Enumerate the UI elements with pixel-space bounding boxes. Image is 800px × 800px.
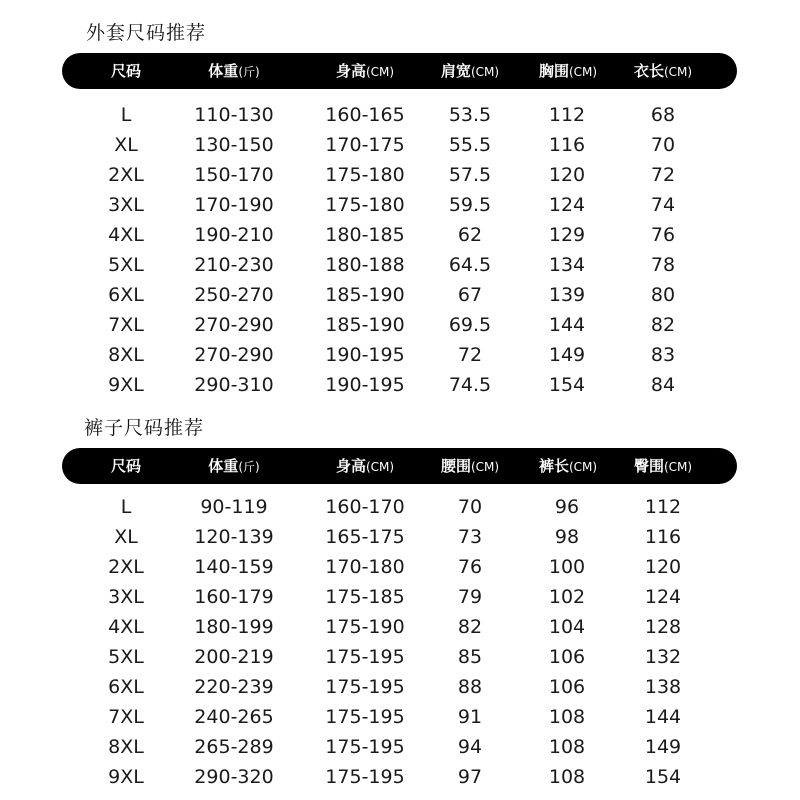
- column-header-label: 腰围: [440, 457, 471, 475]
- table-row: [0, 552, 800, 582]
- column-header: [208, 448, 259, 484]
- column-header-label: 尺码: [110, 62, 142, 80]
- value-cell: 144: [548, 314, 586, 336]
- table-row: [0, 130, 800, 160]
- table-row: [0, 492, 800, 522]
- pants-size-title: 裤子尺码推荐: [84, 417, 205, 439]
- column-header-unit: (CM): [568, 460, 598, 474]
- jacket-size-title: 外套尺码推荐: [86, 22, 207, 44]
- table-row: [0, 310, 800, 340]
- value-cell: 220-239: [194, 676, 274, 698]
- value-cell: 175-195: [325, 766, 405, 788]
- value-cell: 102: [548, 586, 586, 608]
- column-header-unit: (CM): [568, 65, 598, 79]
- value-cell: 74.5: [448, 374, 492, 396]
- value-cell: 98: [554, 526, 580, 548]
- value-cell: 185-190: [325, 284, 405, 306]
- value-cell: 62: [457, 224, 483, 246]
- value-cell: 72: [650, 164, 676, 186]
- value-cell: 140-159: [194, 556, 274, 578]
- value-cell: 110-130: [194, 104, 274, 126]
- size-cell: 4XL: [108, 224, 144, 246]
- value-cell: 165-175: [325, 526, 405, 548]
- value-cell: 85: [457, 646, 483, 668]
- value-cell: 69.5: [448, 314, 492, 336]
- value-cell: 175-195: [325, 646, 405, 668]
- value-cell: 80: [650, 284, 676, 306]
- column-header: [441, 53, 499, 89]
- value-cell: 68: [650, 104, 676, 126]
- column-header-unit: (CM): [365, 65, 395, 79]
- column-header: [634, 448, 692, 484]
- value-cell: 175-180: [325, 194, 405, 216]
- value-cell: 270-290: [194, 314, 274, 336]
- column-header-label: 肩宽: [440, 62, 471, 80]
- value-cell: 120-139: [194, 526, 274, 548]
- value-cell: 129: [548, 224, 586, 246]
- column-header-unit: (CM): [365, 460, 395, 474]
- table-row: [0, 100, 800, 130]
- value-cell: 250-270: [194, 284, 274, 306]
- table-row: [0, 612, 800, 642]
- value-cell: 100: [548, 556, 586, 578]
- table-row: [0, 732, 800, 762]
- column-header: [208, 53, 259, 89]
- value-cell: 79: [457, 586, 483, 608]
- column-header: [111, 448, 141, 484]
- value-cell: 55.5: [448, 134, 492, 156]
- size-cell: 7XL: [108, 314, 144, 336]
- value-cell: 175-190: [325, 616, 405, 638]
- value-cell: 149: [548, 344, 586, 366]
- value-cell: 104: [548, 616, 586, 638]
- value-cell: 59.5: [448, 194, 492, 216]
- column-header-label: 身高: [335, 62, 366, 80]
- table-row: [0, 642, 800, 672]
- value-cell: 240-265: [194, 706, 274, 728]
- value-cell: 180-188: [325, 254, 405, 276]
- value-cell: 139: [548, 284, 586, 306]
- table-row: [0, 522, 800, 552]
- size-cell: 5XL: [108, 254, 144, 276]
- column-header: [539, 448, 597, 484]
- column-header-label: 裤长: [538, 457, 569, 475]
- value-cell: 116: [548, 134, 586, 156]
- value-cell: 124: [644, 586, 682, 608]
- size-cell: 2XL: [108, 164, 144, 186]
- size-cell: 7XL: [108, 706, 144, 728]
- value-cell: 175-180: [325, 164, 405, 186]
- value-cell: 94: [457, 736, 483, 758]
- table-row: [0, 582, 800, 612]
- value-cell: 84: [650, 374, 676, 396]
- table-row: [0, 280, 800, 310]
- value-cell: 170-180: [325, 556, 405, 578]
- value-cell: 150-170: [194, 164, 274, 186]
- table-row: [0, 220, 800, 250]
- size-cell: 6XL: [108, 676, 144, 698]
- column-header-label: 身高: [335, 457, 366, 475]
- value-cell: 138: [644, 676, 682, 698]
- size-cell: XL: [114, 526, 138, 548]
- value-cell: 106: [548, 646, 586, 668]
- column-header: [634, 53, 692, 89]
- value-cell: 154: [644, 766, 682, 788]
- size-cell: 9XL: [108, 766, 144, 788]
- column-header-label: 体重: [208, 457, 239, 475]
- value-cell: 132: [644, 646, 682, 668]
- value-cell: 185-190: [325, 314, 405, 336]
- value-cell: 74: [650, 194, 676, 216]
- value-cell: 190-195: [325, 344, 405, 366]
- value-cell: 96: [554, 496, 580, 518]
- value-cell: 108: [548, 766, 586, 788]
- pants-header-bar: [62, 448, 737, 484]
- value-cell: 175-195: [325, 676, 405, 698]
- value-cell: 290-310: [194, 374, 274, 396]
- table-row: [0, 250, 800, 280]
- value-cell: 82: [650, 314, 676, 336]
- size-cell: 3XL: [108, 194, 144, 216]
- column-header: [336, 448, 394, 484]
- value-cell: 120: [644, 556, 682, 578]
- value-cell: 70: [650, 134, 676, 156]
- value-cell: 76: [457, 556, 483, 578]
- column-header-label: 胸围: [538, 62, 569, 80]
- value-cell: 70: [457, 496, 483, 518]
- value-cell: 112: [644, 496, 682, 518]
- value-cell: 144: [644, 706, 682, 728]
- value-cell: 130-150: [194, 134, 274, 156]
- column-header-unit: (CM): [663, 460, 693, 474]
- column-header: [111, 53, 141, 89]
- size-cell: XL: [114, 134, 138, 156]
- jacket-header-bar: [62, 53, 737, 89]
- value-cell: 160-165: [325, 104, 405, 126]
- size-cell: L: [120, 496, 132, 518]
- value-cell: 170-175: [325, 134, 405, 156]
- size-cell: 2XL: [108, 556, 144, 578]
- size-cell: 8XL: [108, 736, 144, 758]
- value-cell: 290-320: [194, 766, 274, 788]
- column-header-unit: (斤): [238, 65, 260, 79]
- value-cell: 73: [457, 526, 483, 548]
- value-cell: 57.5: [448, 164, 492, 186]
- value-cell: 112: [548, 104, 586, 126]
- value-cell: 190-195: [325, 374, 405, 396]
- value-cell: 149: [644, 736, 682, 758]
- value-cell: 175-185: [325, 586, 405, 608]
- value-cell: 170-190: [194, 194, 274, 216]
- value-cell: 210-230: [194, 254, 274, 276]
- column-header-unit: (斤): [238, 460, 260, 474]
- value-cell: 180-185: [325, 224, 405, 246]
- table-row: [0, 702, 800, 732]
- size-cell: L: [120, 104, 132, 126]
- table-row: [0, 672, 800, 702]
- value-cell: 120: [548, 164, 586, 186]
- value-cell: 76: [650, 224, 676, 246]
- value-cell: 53.5: [448, 104, 492, 126]
- size-cell: 8XL: [108, 344, 144, 366]
- value-cell: 134: [548, 254, 586, 276]
- value-cell: 78: [650, 254, 676, 276]
- column-header-unit: (CM): [470, 65, 500, 79]
- column-header: [539, 53, 597, 89]
- value-cell: 88: [457, 676, 483, 698]
- column-header: [441, 448, 499, 484]
- table-row: [0, 340, 800, 370]
- column-header-label: 尺码: [110, 457, 142, 475]
- value-cell: 180-199: [194, 616, 274, 638]
- value-cell: 160-170: [325, 496, 405, 518]
- column-header-label: 臀围: [633, 457, 664, 475]
- size-cell: 4XL: [108, 616, 144, 638]
- value-cell: 106: [548, 676, 586, 698]
- column-header-label: 体重: [208, 62, 239, 80]
- value-cell: 108: [548, 736, 586, 758]
- value-cell: 128: [644, 616, 682, 638]
- column-header-unit: (CM): [470, 460, 500, 474]
- value-cell: 190-210: [194, 224, 274, 246]
- value-cell: 91: [457, 706, 483, 728]
- value-cell: 83: [650, 344, 676, 366]
- table-row: [0, 762, 800, 792]
- table-row: [0, 370, 800, 400]
- size-cell: 6XL: [108, 284, 144, 306]
- value-cell: 97: [457, 766, 483, 788]
- value-cell: 200-219: [194, 646, 274, 668]
- value-cell: 64.5: [448, 254, 492, 276]
- value-cell: 124: [548, 194, 586, 216]
- table-row: [0, 160, 800, 190]
- size-cell: 5XL: [108, 646, 144, 668]
- size-cell: 3XL: [108, 586, 144, 608]
- value-cell: 175-195: [325, 736, 405, 758]
- value-cell: 67: [457, 284, 483, 306]
- value-cell: 116: [644, 526, 682, 548]
- value-cell: 175-195: [325, 706, 405, 728]
- value-cell: 90-119: [200, 496, 268, 518]
- column-header-unit: (CM): [663, 65, 693, 79]
- value-cell: 72: [457, 344, 483, 366]
- value-cell: 265-289: [194, 736, 274, 758]
- value-cell: 82: [457, 616, 483, 638]
- value-cell: 160-179: [194, 586, 274, 608]
- column-header: [336, 53, 394, 89]
- value-cell: 154: [548, 374, 586, 396]
- column-header-label: 衣长: [633, 62, 664, 80]
- table-row: [0, 190, 800, 220]
- value-cell: 108: [548, 706, 586, 728]
- size-cell: 9XL: [108, 374, 144, 396]
- value-cell: 270-290: [194, 344, 274, 366]
